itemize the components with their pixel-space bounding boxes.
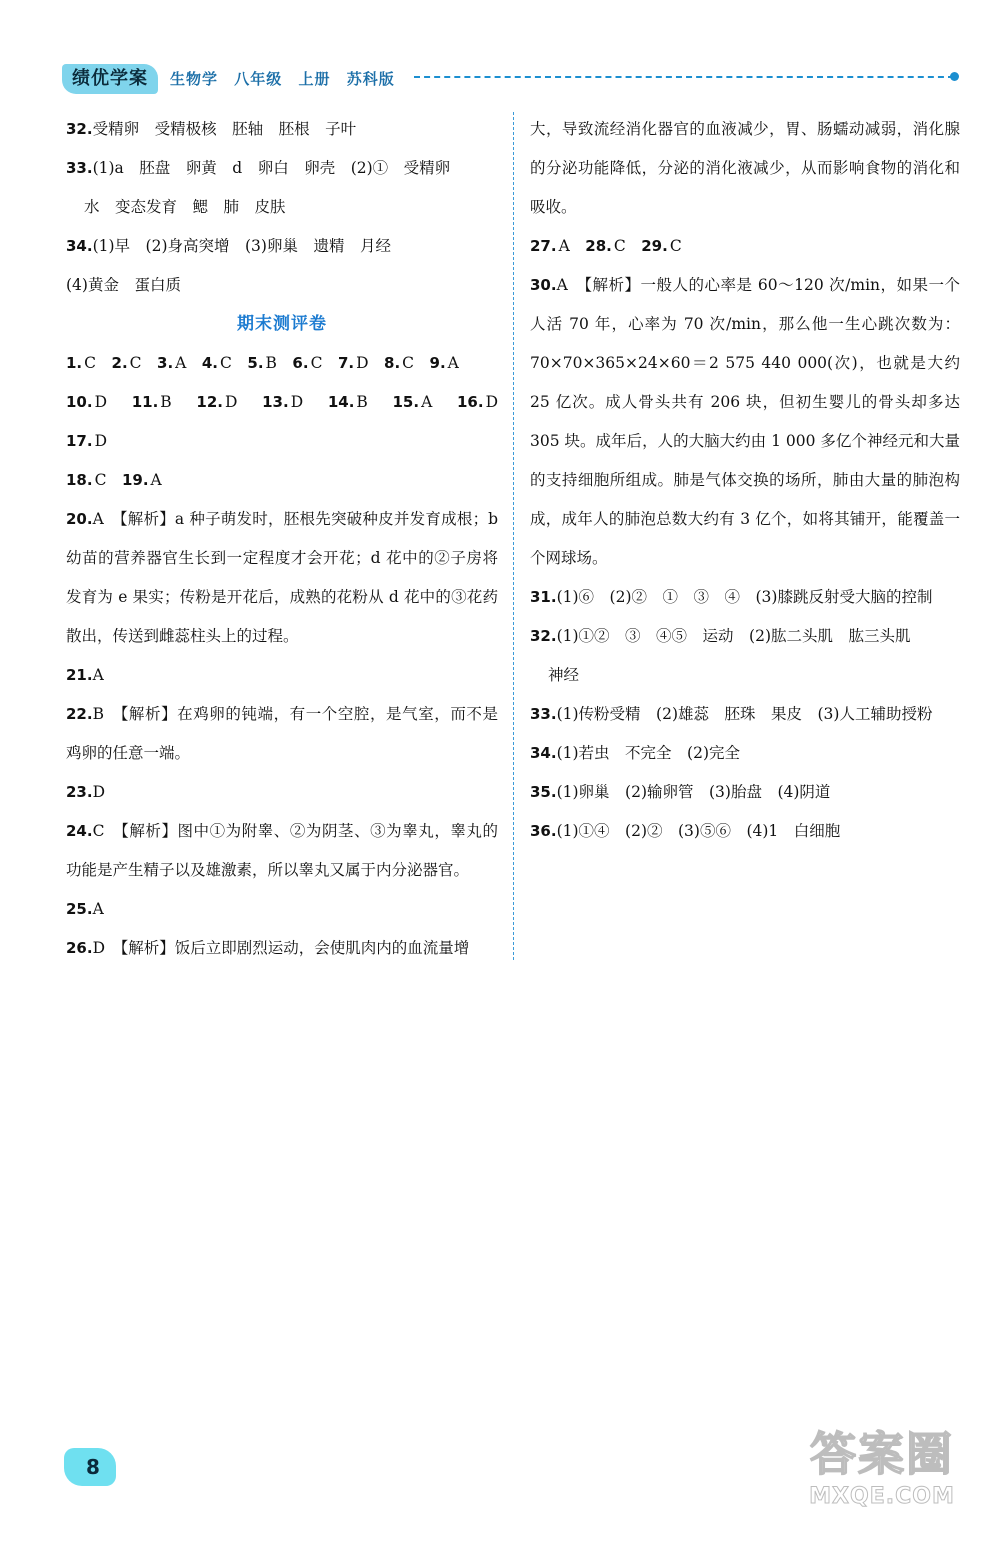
answer-35-final: 35.(1)卵巢 (2)输卵管 (3)胎盘 (4)阴道 <box>530 783 831 801</box>
answer-26: 26.D 【解析】饭后立即剧烈运动，会使肌肉内的血流量增 <box>66 939 470 957</box>
answer-30: 30.A 【解析】一般人的心率是 60～120 次/min，如果一个人活 70 年，心率为 70 次/min，那么他一生心跳次数为：70×70×365×24×60＝2 575 440 000(次)，也就是大约 25 亿次。成人骨头共有 206 块，但初生婴儿的骨头却多达 305 块。成年后，人的大脑大约由 1 000 多亿个神经元和大量的支持细胞所组成。肺是气体交换的场所，肺由大量的肺泡构成，成年人的肺泡总数大约有 3 亿个，如将其铺开，能覆盖一个网球场。 <box>530 276 960 567</box>
answer-33-cont: 水 变态发育 鳃 肺 皮肤 <box>84 198 286 216</box>
header-dot <box>950 72 959 81</box>
page-number: 8 <box>64 1448 116 1486</box>
answer-34: 34.(1)早 (2)身高突增 (3)卵巢 遗精 月经 <box>66 237 391 255</box>
edition-label: 苏科版 <box>346 70 395 88</box>
answer-20: 20.A 【解析】a 种子萌发时，胚根先突破种皮并发育成根；b 幼苗的营养器官生长到一定程度才会开花；d 花中的②子房将发育为 e 果实；传粉是开花后，成熟的花粉从 d 花中的③花药散出，传送到雌蕊柱头上的过程。 <box>66 510 498 645</box>
answer-23: 23.D <box>66 783 106 801</box>
grade-label: 八年级 <box>234 70 283 88</box>
answer-34-final: 34.(1)若虫 不完全 (2)完全 <box>530 744 740 762</box>
header-rule <box>414 76 954 78</box>
answer-22: 22.B 【解析】在鸡卵的钝端，有一个空腔，是气室，而不是鸡卵的任意一端。 <box>66 705 498 762</box>
left-column <box>66 110 514 968</box>
answer-25: 25.A <box>66 900 104 918</box>
mc-row-2: 10. D 11. B 12. D 13. D 14. B 15. A 16. D 17. D <box>66 393 514 450</box>
column-divider <box>513 112 514 960</box>
answer-32-final-cont: 神经 <box>548 666 580 684</box>
answer-21: 21.A <box>66 666 104 684</box>
right-column <box>530 110 960 851</box>
answer-33: 33.(1)a 胚盘 卵黄 d 卵白 卵壳 (2)① 受精卵 <box>66 159 451 177</box>
answer-32: 32.受精卵 受精极核 胚轴 胚根 子叶 <box>66 120 357 138</box>
subject-label: 生物学 <box>170 70 219 88</box>
watermark-url: MXQE.COM <box>809 1484 955 1509</box>
watermark-logo-text: 答案圈 <box>810 1427 954 1481</box>
answer-24: 24.C 【解析】图中①为附睾、②为阴茎、③为睾丸，睾丸的功能是产生精子以及雄激素，所以睾丸又属于内分泌器官。 <box>66 822 498 879</box>
answer-32-final: 32.(1)①② ③ ④⑤ 运动 (2)肱二头肌 肱三头肌 <box>530 627 911 645</box>
mc-row-3: 18. C 19. A <box>66 471 162 489</box>
page-header <box>62 62 962 98</box>
answer-31: 31.(1)⑥ (2)② ① ③ ④ (3)膝跳反射受大脑的控制 <box>530 588 933 606</box>
answer-33-final: 33.(1)传粉受精 (2)雄蕊 胚珠 果皮 (3)人工辅助授粉 <box>530 705 933 723</box>
answer-36-final: 36.(1)①④ (2)② (3)⑤⑥ (4)1 白细胞 <box>530 822 841 840</box>
brand-logo: 绩优学案 <box>62 64 158 94</box>
watermark <box>792 1426 972 1526</box>
book-subtitle <box>170 68 405 89</box>
volume-label: 上册 <box>298 70 331 88</box>
mc-row-27: 27. A 28. C 29. C <box>530 237 682 255</box>
mc-row-1: 1. C 2. C 3. A 4. C 5. B 6. C 7. D 8. C 9. A <box>66 354 459 372</box>
section-title: 期末测评卷 <box>237 314 327 334</box>
answer-26-cont: 大，导致流经消化器官的血液减少，胃、肠蠕动减弱，消化腺的分泌功能降低，分泌的消化液减少，从而影响食物的消化和吸收。 <box>530 120 960 216</box>
answer-34-cont: (4)黄金 蛋白质 <box>66 276 181 294</box>
